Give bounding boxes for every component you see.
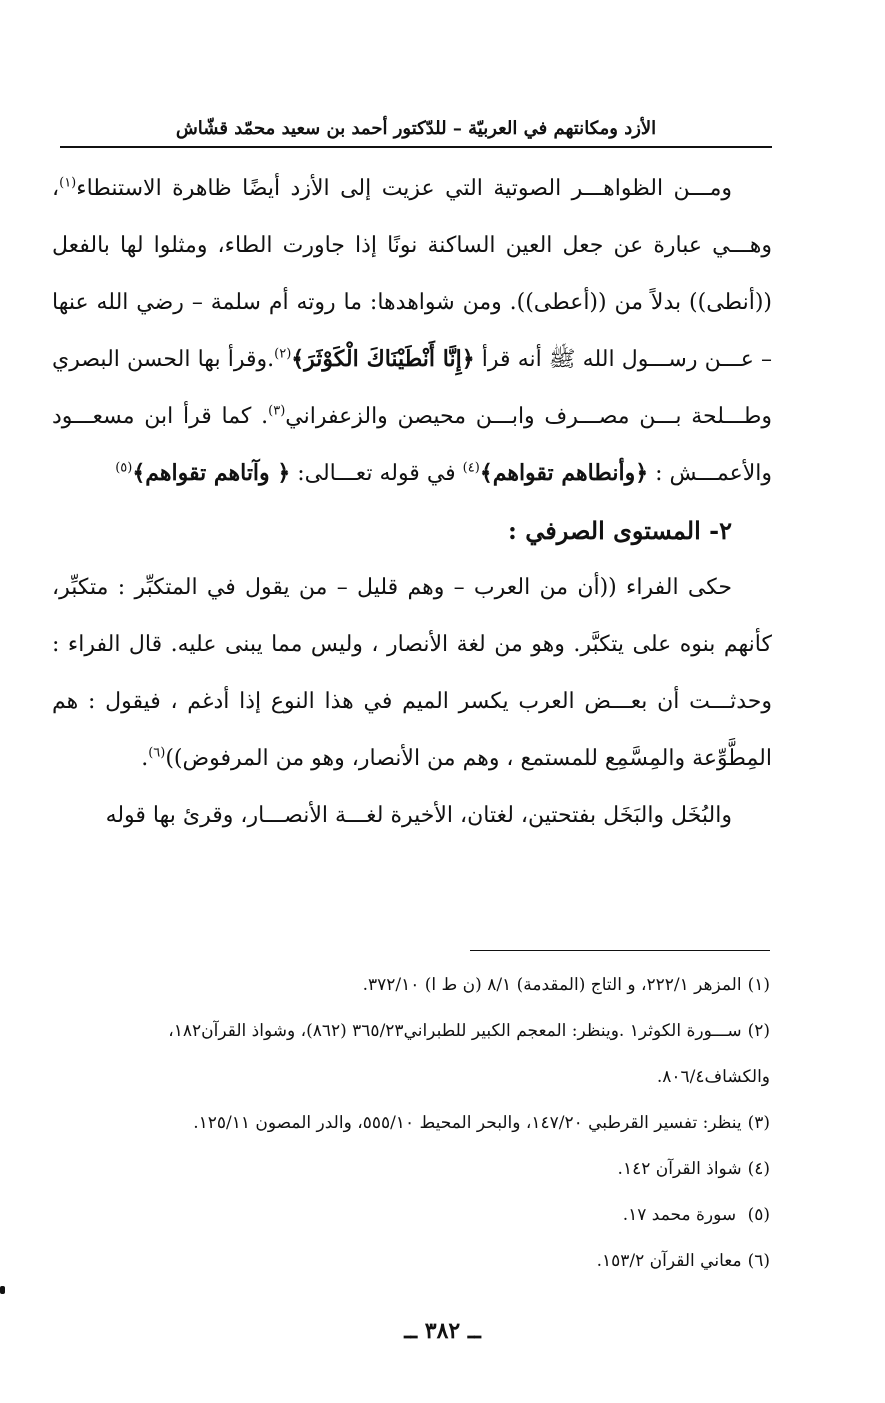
quran-quote-kawthar: ﴿إِنَّا أَنْطَيْنَاكَ الْكَوْثَرَ﴾ bbox=[291, 346, 475, 372]
paragraph-bukhl: والبُخَل والبَخَل بفتحتين، لغتان، الأخيرة لغـــة الأنصـــار، وقرئ بها قوله bbox=[105, 803, 732, 828]
footnote-2: (٢)ســـورة الكوثر١ .وينظر: المعجم الكبير للطبراني٣٦٥/٢٣ (٨٦٢)، وشواذ القرآن١٨٢، والكشاف٨٠٦/٤. bbox=[168, 1021, 770, 1087]
section-heading: ٢- المستوى الصرفي : bbox=[508, 516, 732, 545]
footnote-ref-1[interactable]: (١) bbox=[59, 175, 77, 191]
footnote-5: (٥) سورة محمد ١٧. bbox=[622, 1205, 770, 1225]
footnote-1: (١)المزهر ٢٢٢/١، و التاج (المقدمة) ٨/١ (ن ط ا) ٣٧٢/١٠. bbox=[362, 975, 770, 995]
paragraph-farra: حكى الفراء ((أن من العرب – وهم قليل – من يقول في المتكبِّر : متكبِّر، كأنهم بنوه على يتكبَّر. وهو من لغة الأنصار ، وليس مما يبنى عليه. قال الفراء : وحدثـــت أن بعـــض العرب يكسر الميم في هذا النوع إذا أدغم ، فيقول : هم المِطَّوِّعة والمِسَّمِع للمستمع ، وهم من الأنصار، وهو من المرفوض))$^{(٦)}$. bbox=[52, 575, 772, 771]
quran-quote-antahum: ﴿وأنطاهم تقواهم﴾ bbox=[479, 460, 649, 486]
paragraph-istinta: ومـــن الظواهـــر الصوتية التي عزيت إلى الأزد أيضًا ظاهرة الاستنطاء$^{(١)}$، وهـــي عبارة عن جعل العين الساكنة نونًا إذا جاورت الطاء، ومثلوا لها بالفعل ((أنطى)) بدلاً من ((أعطى)). ومن شواهدها: ما روته أم سلمة – رضي الله عنها – عـــن رســـول الله ﷺ أنه قرأ ﴿إِنَّا أَنْطَيْنَاكَ الْكَوْثَرَ﴾$^{(٢)}$.وقرأ بها الحسن البصري وطـــلحة بـــن مصـــرف وابـــن محيصن والزعفراني$^{(٣)}$. كما قرأ ابن مسعـــود والأعمـــش : ﴿وأنطاهم تقواهم﴾$^{(٤)}$ في قوله تعـــالى: ﴿ وآتاهم تقواهم﴾$^{(٥)}$ bbox=[52, 175, 772, 486]
header-rule bbox=[60, 146, 772, 148]
footnote-ref-3[interactable]: (٣) bbox=[268, 403, 286, 419]
footnote-6: (٦)معاني القرآن ١٥٣/٢. bbox=[596, 1251, 770, 1271]
footnote-ref-5[interactable]: (٥) bbox=[115, 460, 133, 476]
footnote-ref-6[interactable]: (٦) bbox=[148, 745, 166, 761]
running-header: الأزد ومكانتهم في العربيّة – للدّكتور أحمد بن سعيد محمّد قشّاش bbox=[175, 118, 657, 139]
footnotes bbox=[55, 962, 770, 1284]
page-number: ــ ٣٨٢ ــ bbox=[404, 1318, 481, 1344]
footnote-ref-2[interactable]: (٢) bbox=[274, 346, 292, 362]
footnote-4: (٤)شواذ القرآن ١٤٢. bbox=[617, 1159, 770, 1179]
scan-edge-mark bbox=[0, 1286, 5, 1294]
main-text bbox=[52, 160, 772, 844]
footnote-rule bbox=[470, 950, 770, 951]
footnote-3: (٣)ينظر: تفسير القرطبي ١٤٧/٢٠، والبحر المحيط ٥٥٥/١٠، والدر المصون ١٢٥/١١. bbox=[193, 1113, 770, 1133]
quran-quote-atahum: ﴿ وآتاهم تقواهم﴾ bbox=[132, 460, 291, 486]
footnote-ref-4[interactable]: (٤) bbox=[462, 460, 480, 476]
